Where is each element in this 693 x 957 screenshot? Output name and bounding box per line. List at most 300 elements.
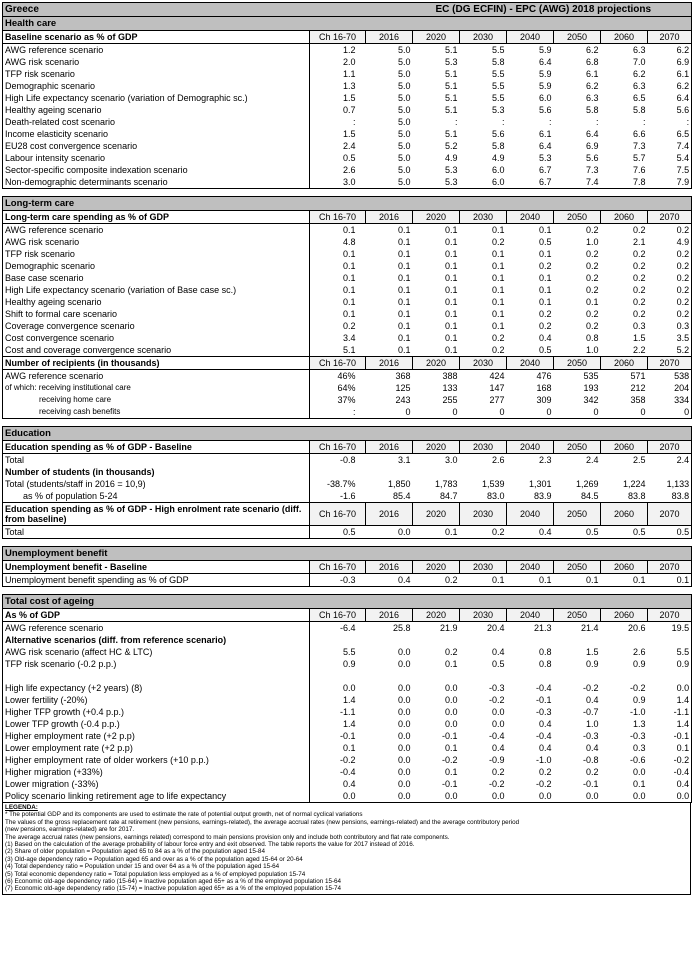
recipients-row-label: AWG reference scenario	[3, 370, 310, 383]
students-row-label: Total (students/staff in 2016 = 10,9)	[3, 478, 310, 490]
sensitivity-row	[3, 742, 692, 754]
value-cell: -0.2	[310, 754, 366, 766]
health-row	[3, 56, 692, 68]
ltc-row	[3, 332, 692, 344]
value-cell: 0.1	[310, 308, 366, 320]
value-cell: 0.0	[397, 779, 411, 789]
value-cell: 83.0	[486, 491, 505, 501]
value-cell: 0.0	[554, 790, 601, 803]
sensitivity-row-label: Policy scenario linking retirement age to life expectancy	[3, 790, 310, 803]
column-header: Ch 16-70	[310, 357, 366, 370]
column-header: 2050	[554, 609, 601, 622]
high-enrolment-total-row-label: Total	[3, 526, 310, 539]
value-cell: 1.5	[310, 128, 366, 140]
value-cell: 0.2	[491, 237, 505, 247]
value-cell: 334	[648, 394, 692, 406]
value-cell: 5.0	[397, 69, 411, 79]
health-row-label: TFP risk scenario	[3, 68, 310, 80]
value-cell: 538	[648, 370, 692, 383]
health-row-label: Labour intensity scenario	[3, 152, 310, 164]
value-cell: 1.4	[648, 694, 692, 706]
value-cell: :	[310, 116, 366, 128]
spacer-row	[3, 587, 692, 595]
column-header: 2016	[366, 561, 413, 574]
value-cell: 0.1	[310, 224, 366, 237]
value-cell: 193	[583, 383, 599, 393]
value-cell: 0.0	[444, 707, 458, 717]
column-header: 2060	[601, 609, 648, 622]
legend-line: The average accrual rates (new pensions, earnings related) correspond to main pensions provision only and include both contributory and flat rate components.	[5, 833, 450, 841]
value-cell: 0.2	[310, 320, 366, 332]
column-header: 2070	[648, 31, 692, 44]
value-cell: 0.2	[648, 284, 692, 296]
sensitivity-row	[3, 754, 692, 766]
legend-line: (1) Based on the calculation of the average probability of labour force entry and exit observed. The table reports the value for 2017 instead of 2016.	[5, 841, 415, 849]
ltc-row-label: Coverage convergence scenario	[3, 320, 310, 332]
column-header: 2050	[554, 503, 601, 526]
value-cell: -1.1	[648, 706, 692, 718]
value-cell: 0	[366, 406, 413, 419]
ltc-header	[3, 211, 692, 224]
value-cell: 0.2	[538, 767, 552, 777]
value-cell: 0.8	[538, 647, 552, 657]
blank	[310, 670, 692, 682]
value-cell: 0.2	[491, 333, 505, 343]
value-cell: 0.4	[538, 743, 552, 753]
value-cell: 6.2	[585, 45, 599, 55]
value-cell: 0.1	[538, 297, 552, 307]
value-cell: 0.0	[444, 683, 458, 693]
value-cell: 5.9	[538, 45, 552, 55]
health-row	[3, 80, 692, 92]
value-cell: 5.9	[538, 69, 552, 79]
value-cell: 5.5	[491, 93, 505, 103]
health-row-label: Income elasticity scenario	[3, 128, 310, 140]
value-cell: 2.2	[632, 345, 646, 355]
legend-line: (6) Economic old-age dependency ratio (15-64) = Inactive population aged 65+ as a % of the employed population 15-64	[5, 878, 342, 886]
total-cost-ref-row-label: AWG reference scenario	[3, 622, 310, 635]
value-cell: 0.9	[632, 695, 646, 705]
value-cell: 0.2	[585, 273, 599, 283]
value-cell: 0.1	[460, 574, 507, 587]
value-cell: -1.0	[535, 755, 552, 765]
legend-line: * The potential GDP and its components are used to estimate the rate of potential output growth, net of normal cyclical variations	[5, 811, 363, 819]
sensitivity-row	[3, 706, 692, 718]
value-cell: 6.8	[585, 57, 599, 67]
value-cell: 6.2	[632, 69, 646, 79]
value-cell: 0.2	[538, 261, 552, 271]
empty-cell	[310, 466, 692, 478]
title-row	[3, 3, 692, 17]
value-cell: 2.3	[538, 455, 552, 465]
value-cell: 0.0	[397, 707, 411, 717]
column-header: 2060	[601, 561, 648, 574]
recipients-row	[3, 370, 692, 383]
value-cell: -1.6	[310, 490, 366, 503]
value-cell: 0.0	[310, 682, 366, 694]
value-cell: 20.6	[627, 623, 646, 633]
column-header: 2060	[601, 31, 648, 44]
value-cell: 0.5	[491, 659, 505, 669]
column-header: 2016	[366, 441, 413, 454]
health-row-label: AWG risk scenario	[3, 56, 310, 68]
section-unemployment-label: Unemployment benefit	[3, 547, 692, 561]
sensitivity-row-label: High life expectancy (+2 years) (8)	[3, 682, 310, 694]
value-cell: 0.2	[538, 309, 552, 319]
value-cell: -38.7%	[310, 478, 366, 490]
value-cell: 7.9	[648, 176, 692, 189]
unemployment-row-label: Unemployment benefit spending as % of GDP	[3, 574, 310, 587]
value-cell: 0.9	[310, 658, 366, 670]
projection-table	[2, 2, 692, 803]
column-header: Ch 16-70	[310, 609, 366, 622]
value-cell: 0.1	[397, 333, 411, 343]
value-cell: 0.0	[491, 719, 505, 729]
value-cell: 424	[489, 371, 505, 381]
value-cell: 0.4	[538, 719, 552, 729]
recipients-row-label: of which: receiving institutional care	[3, 382, 310, 394]
ltc-row-label: Healthy ageing scenario	[3, 296, 310, 308]
value-cell: -0.6	[629, 755, 646, 765]
column-header: 2030	[460, 609, 507, 622]
value-cell: 6.5	[632, 93, 646, 103]
value-cell: -0.2	[441, 755, 458, 765]
value-cell: 1.0	[585, 719, 599, 729]
value-cell: 0.1	[538, 285, 552, 295]
column-header: 2070	[648, 441, 692, 454]
spacer-row	[3, 189, 692, 197]
value-cell: 0.0	[601, 790, 648, 803]
column-header: Ch 16-70	[310, 503, 366, 526]
health-row	[3, 92, 692, 104]
value-cell: 0.0	[397, 743, 411, 753]
column-header: 2040	[507, 561, 554, 574]
ltc-row-label: TFP risk scenario	[3, 248, 310, 260]
value-cell: 0.1	[310, 260, 366, 272]
value-cell: 0.1	[444, 333, 458, 343]
value-cell: 7.8	[601, 176, 648, 189]
value-cell: 5.6	[648, 104, 692, 116]
value-cell: 0.4	[310, 778, 366, 790]
value-cell: 1,269	[575, 479, 599, 489]
value-cell: 0.7	[310, 104, 366, 116]
recipients-header	[3, 357, 692, 370]
value-cell: 0.1	[310, 296, 366, 308]
value-cell: 0.1	[397, 309, 411, 319]
spacer-row	[3, 539, 692, 547]
value-cell: 5.5	[491, 81, 505, 91]
value-cell: 0.1	[444, 273, 458, 283]
value-cell: -0.4	[535, 683, 552, 693]
value-cell: -1.0	[629, 707, 646, 717]
source-title: EC (DG ECFIN) - EPC (AWG) 2018 projections	[310, 3, 692, 17]
health-row	[3, 116, 692, 128]
value-cell: 3.1	[397, 455, 411, 465]
section-ltc	[3, 197, 692, 211]
value-cell: -0.8	[582, 755, 599, 765]
value-cell: 0.2	[491, 345, 505, 355]
value-cell: :	[501, 117, 505, 127]
value-cell: 5.0	[397, 105, 411, 115]
value-cell: 0.2	[648, 248, 692, 260]
value-cell: -0.3	[535, 707, 552, 717]
value-cell: -0.2	[535, 779, 552, 789]
students-header	[3, 466, 692, 478]
value-cell: 0.9	[648, 658, 692, 670]
value-cell: 3.5	[648, 332, 692, 344]
column-header: 2050	[554, 441, 601, 454]
value-cell: 5.8	[632, 105, 646, 115]
value-cell: 6.9	[585, 141, 599, 151]
value-cell: 0.0	[397, 731, 411, 741]
value-cell: 5.1	[444, 105, 458, 115]
legend-line: (4) Total dependency ratio = Population under 15 and over 64 as a % of the population aged 15-64	[5, 863, 280, 871]
value-cell: 5.0	[397, 141, 411, 151]
value-cell: 1,133	[648, 478, 692, 490]
value-cell: 0.2	[648, 224, 692, 237]
value-cell: 21.4	[580, 623, 599, 633]
value-cell: 0.2	[585, 285, 599, 295]
value-cell: 0.2	[648, 260, 692, 272]
value-cell: 0.0	[507, 790, 554, 803]
total-cost-ref-row	[3, 622, 692, 635]
value-cell: -0.1	[441, 779, 458, 789]
value-cell: 0.4	[585, 695, 599, 705]
value-cell: 0.1	[413, 526, 460, 539]
value-cell: 0.2	[648, 308, 692, 320]
ltc-row-label: Cost convergence scenario	[3, 332, 310, 344]
value-cell: 2.0	[310, 56, 366, 68]
value-cell: -0.1	[310, 730, 366, 742]
value-cell: 5.6	[585, 153, 599, 163]
health-row	[3, 152, 692, 164]
health-row	[3, 164, 692, 176]
ltc-row-label: High Life expectancy scenario (variation of Base case sc.)	[3, 284, 310, 296]
value-cell: 0.1	[648, 574, 692, 587]
column-header: 2060	[601, 211, 648, 224]
value-cell: 5.6	[538, 105, 552, 115]
country-title: Greece	[3, 3, 310, 17]
column-header: 2020	[413, 211, 460, 224]
alt-scenarios-header	[3, 634, 692, 646]
value-cell: 0.1	[538, 249, 552, 259]
value-cell: 6.4	[648, 92, 692, 104]
value-cell: 0.0	[397, 659, 411, 669]
value-cell: 0.1	[397, 249, 411, 259]
value-cell: 0.1	[538, 273, 552, 283]
value-cell: 0.1	[397, 297, 411, 307]
value-cell: 368	[395, 371, 411, 381]
value-cell: -0.1	[582, 779, 599, 789]
value-cell: 0.2	[632, 273, 646, 283]
recipients-row	[3, 394, 692, 406]
value-cell: -0.3	[629, 731, 646, 741]
value-cell: 7.5	[648, 164, 692, 176]
value-cell: 5.1	[444, 93, 458, 103]
value-cell: 83.8	[627, 491, 646, 501]
value-cell: 0.0	[397, 755, 411, 765]
ltc-row	[3, 296, 692, 308]
value-cell: 0.1	[444, 237, 458, 247]
recipients-row-label: receiving home care	[3, 394, 310, 406]
value-cell: 1.1	[310, 68, 366, 80]
value-cell: 1.0	[585, 345, 599, 355]
value-cell: 25.8	[392, 623, 411, 633]
students-row-label: as % of population 5-24	[3, 490, 310, 503]
value-cell: 0	[601, 406, 648, 419]
value-cell: 1,224	[622, 479, 646, 489]
column-header: 2016	[366, 31, 413, 44]
sensitivity-row-label: Lower migration (-33%)	[3, 778, 310, 790]
value-cell: 5.1	[444, 45, 458, 55]
value-cell: 0.1	[310, 272, 366, 284]
education-total-row	[3, 454, 692, 467]
value-cell: 5.6	[491, 129, 505, 139]
value-cell: 0.2	[413, 574, 460, 587]
section-health	[3, 17, 692, 31]
value-cell: 0.1	[444, 767, 458, 777]
value-cell: 243	[395, 395, 411, 405]
health-row-label: Healthy ageing scenario	[3, 104, 310, 116]
value-cell: 6.0	[538, 93, 552, 103]
value-cell: 5.5	[310, 646, 366, 658]
value-cell: -0.2	[488, 779, 505, 789]
health-row-label: Non-demographic determinants scenario	[3, 176, 310, 189]
value-cell: 0.8	[538, 659, 552, 669]
value-cell: 7.3	[585, 165, 599, 175]
value-cell: 84.5	[580, 491, 599, 501]
value-cell: 5.0	[397, 45, 411, 55]
sensitivity-row	[3, 778, 692, 790]
value-cell: 6.9	[648, 56, 692, 68]
value-cell: 5.8	[491, 57, 505, 67]
value-cell: 0.1	[397, 285, 411, 295]
ltc-row	[3, 320, 692, 332]
column-header: Ch 16-70	[310, 31, 366, 44]
health-row-label: AWG reference scenario	[3, 44, 310, 57]
health-row-label: High Life expectancy scenario (variation of Demographic sc.)	[3, 92, 310, 104]
value-cell: -1.1	[310, 706, 366, 718]
column-header: 2016	[366, 357, 413, 370]
ltc-row	[3, 224, 692, 237]
ltc-row-label: Shift to formal care scenario	[3, 308, 310, 320]
value-cell: 0.3	[632, 321, 646, 331]
value-cell: 0.2	[460, 526, 507, 539]
sensitivity-row	[3, 730, 692, 742]
value-cell: 6.4	[538, 57, 552, 67]
value-cell: 0.1	[397, 237, 411, 247]
high-enrolment-header	[3, 503, 692, 526]
spacer	[3, 587, 692, 595]
sensitivity-row-label: Lower fertility (-20%)	[3, 694, 310, 706]
ltc-row	[3, 260, 692, 272]
value-cell: 5.3	[444, 57, 458, 67]
value-cell: -0.4	[310, 766, 366, 778]
value-cell: 0.2	[632, 297, 646, 307]
value-cell: -0.4	[648, 766, 692, 778]
value-cell: 0.1	[491, 297, 505, 307]
value-cell: 5.0	[397, 165, 411, 175]
value-cell: 0.5	[554, 526, 601, 539]
value-cell: 6.3	[632, 81, 646, 91]
value-cell: 0.0	[397, 767, 411, 777]
value-cell: :	[548, 117, 552, 127]
value-cell: 0.4	[585, 743, 599, 753]
value-cell: 0.2	[632, 261, 646, 271]
value-cell: 5.2	[444, 141, 458, 151]
value-cell: 1.3	[310, 80, 366, 92]
legend-line: The values of the gross replacement rate at retirement (new pensions, earnings-related), the average accrual rates (new pensions, earnings-related) and the average contributory period	[5, 818, 520, 826]
value-cell: 0	[648, 406, 692, 419]
health-row	[3, 140, 692, 152]
value-cell: 535	[583, 371, 599, 381]
column-header: 2020	[413, 503, 460, 526]
recipients-row	[3, 382, 692, 394]
value-cell: 1.5	[632, 333, 646, 343]
column-header: 2016	[366, 503, 413, 526]
value-cell: 0.2	[585, 261, 599, 271]
spacer	[3, 539, 692, 547]
value-cell: 6.7	[538, 165, 552, 175]
value-cell: 84.7	[439, 491, 458, 501]
value-cell: 0	[554, 406, 601, 419]
health-header-label: Baseline scenario as % of GDP	[3, 31, 310, 44]
value-cell: 0.1	[444, 249, 458, 259]
value-cell: 0.0	[632, 767, 646, 777]
value-cell: 204	[648, 382, 692, 394]
value-cell: 1.4	[648, 718, 692, 730]
column-header: 2040	[507, 31, 554, 44]
value-cell: 6.2	[648, 44, 692, 57]
sensitivity-row-label: Higher employment rate of older workers (+10 p.p.)	[3, 754, 310, 766]
value-cell: 2.4	[648, 454, 692, 467]
value-cell: 358	[630, 395, 646, 405]
value-cell: 342	[583, 395, 599, 405]
ltc-row	[3, 248, 692, 260]
column-header: 2070	[648, 503, 692, 526]
value-cell: 6.0	[460, 176, 507, 189]
value-cell: 0.1	[491, 249, 505, 259]
value-cell: 83.8	[648, 490, 692, 503]
value-cell: 2.6	[491, 455, 505, 465]
value-cell: 0.1	[632, 779, 646, 789]
value-cell: 0.0	[310, 790, 366, 803]
value-cell: 0.2	[491, 767, 505, 777]
value-cell: 0.1	[397, 261, 411, 271]
value-cell: 0.3	[632, 743, 646, 753]
value-cell: 21.3	[533, 623, 552, 633]
value-cell: 6.1	[538, 129, 552, 139]
ltc-row-label: AWG risk scenario	[3, 236, 310, 248]
value-cell: 0.0	[366, 790, 413, 803]
value-cell: 37%	[310, 394, 366, 406]
value-cell: 0.1	[444, 743, 458, 753]
value-cell: 7.3	[632, 141, 646, 151]
section-education	[3, 427, 692, 441]
value-cell: -0.2	[488, 695, 505, 705]
value-cell: 255	[442, 395, 458, 405]
sensitivity-row	[3, 718, 692, 730]
value-cell: 0.1	[491, 273, 505, 283]
value-cell: :	[642, 117, 646, 127]
value-cell: 7.6	[632, 165, 646, 175]
value-cell: 0.1	[444, 345, 458, 355]
recipients-header-label: Number of recipients (in thousands)	[3, 357, 310, 370]
column-header: 2060	[601, 503, 648, 526]
education-total-row-label: Total	[3, 454, 310, 467]
value-cell: 0.0	[444, 695, 458, 705]
education-header-label: Education spending as % of GDP - Baseline	[3, 441, 310, 454]
